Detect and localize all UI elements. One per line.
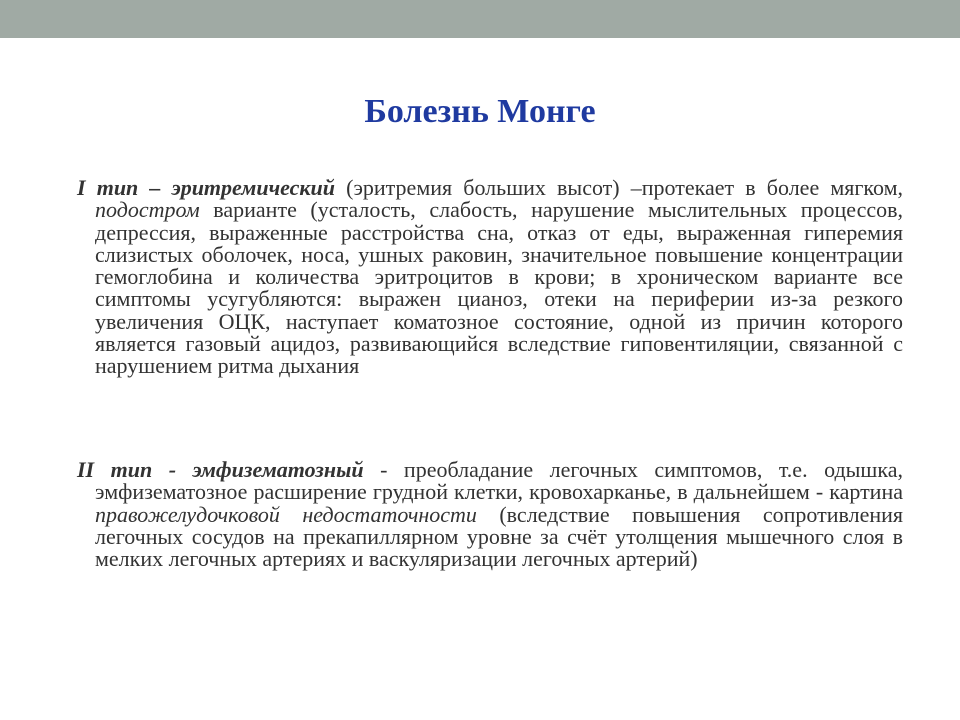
type-2-text-b: (вследствие повышения сопротивления легочных сосудов на прекапиллярном уровне за счёт утолщения мышечного слоя в мелких легочных артериях и васкуляризации легочных артерий) [95, 501, 903, 572]
top-decorative-bar [0, 0, 960, 38]
type-1-text-a: (эритремия больших высот) –протекает в более мягком, [334, 175, 903, 200]
type-2-italic-term: правожелудочковой недостаточности [95, 501, 477, 527]
type-2-text-a: - преобладание легочных симптомов, т.е. одышка, эмфизематозное расширение грудной клетки, кровохарканье, в дальнейшем - картина [95, 457, 903, 505]
slide-title: Болезнь Монге [364, 93, 596, 130]
type-1-text-b: варианте (усталость, слабость, нарушение мыслительных процессов, депрессия, выраженные расстройства сна, отказ от еды, выраженная гиперемия слизистых оболочек, носа, ушных раковин, значительное повышение концентрации гемоглобина и количества эритроцитов в крови; в хроническом варианте все симптомы усугубляются: выражен цианоз, отеки на периферии из-за резкого увеличения ОЦК, наступает коматозное состояние, одной из причин которого является газовый ацидоз, развивающийся вследствие гиповентиляции, связанной с нарушением ритма дыхания [95, 197, 903, 379]
type-1-italic-term: подостром [95, 197, 200, 223]
paragraph-type-1 [77, 175, 903, 379]
type-1-heading: I тип – эритремический [77, 175, 335, 200]
paragraph-type-2 [77, 457, 903, 572]
type-2-heading: II тип - эмфизематозный [77, 457, 364, 482]
